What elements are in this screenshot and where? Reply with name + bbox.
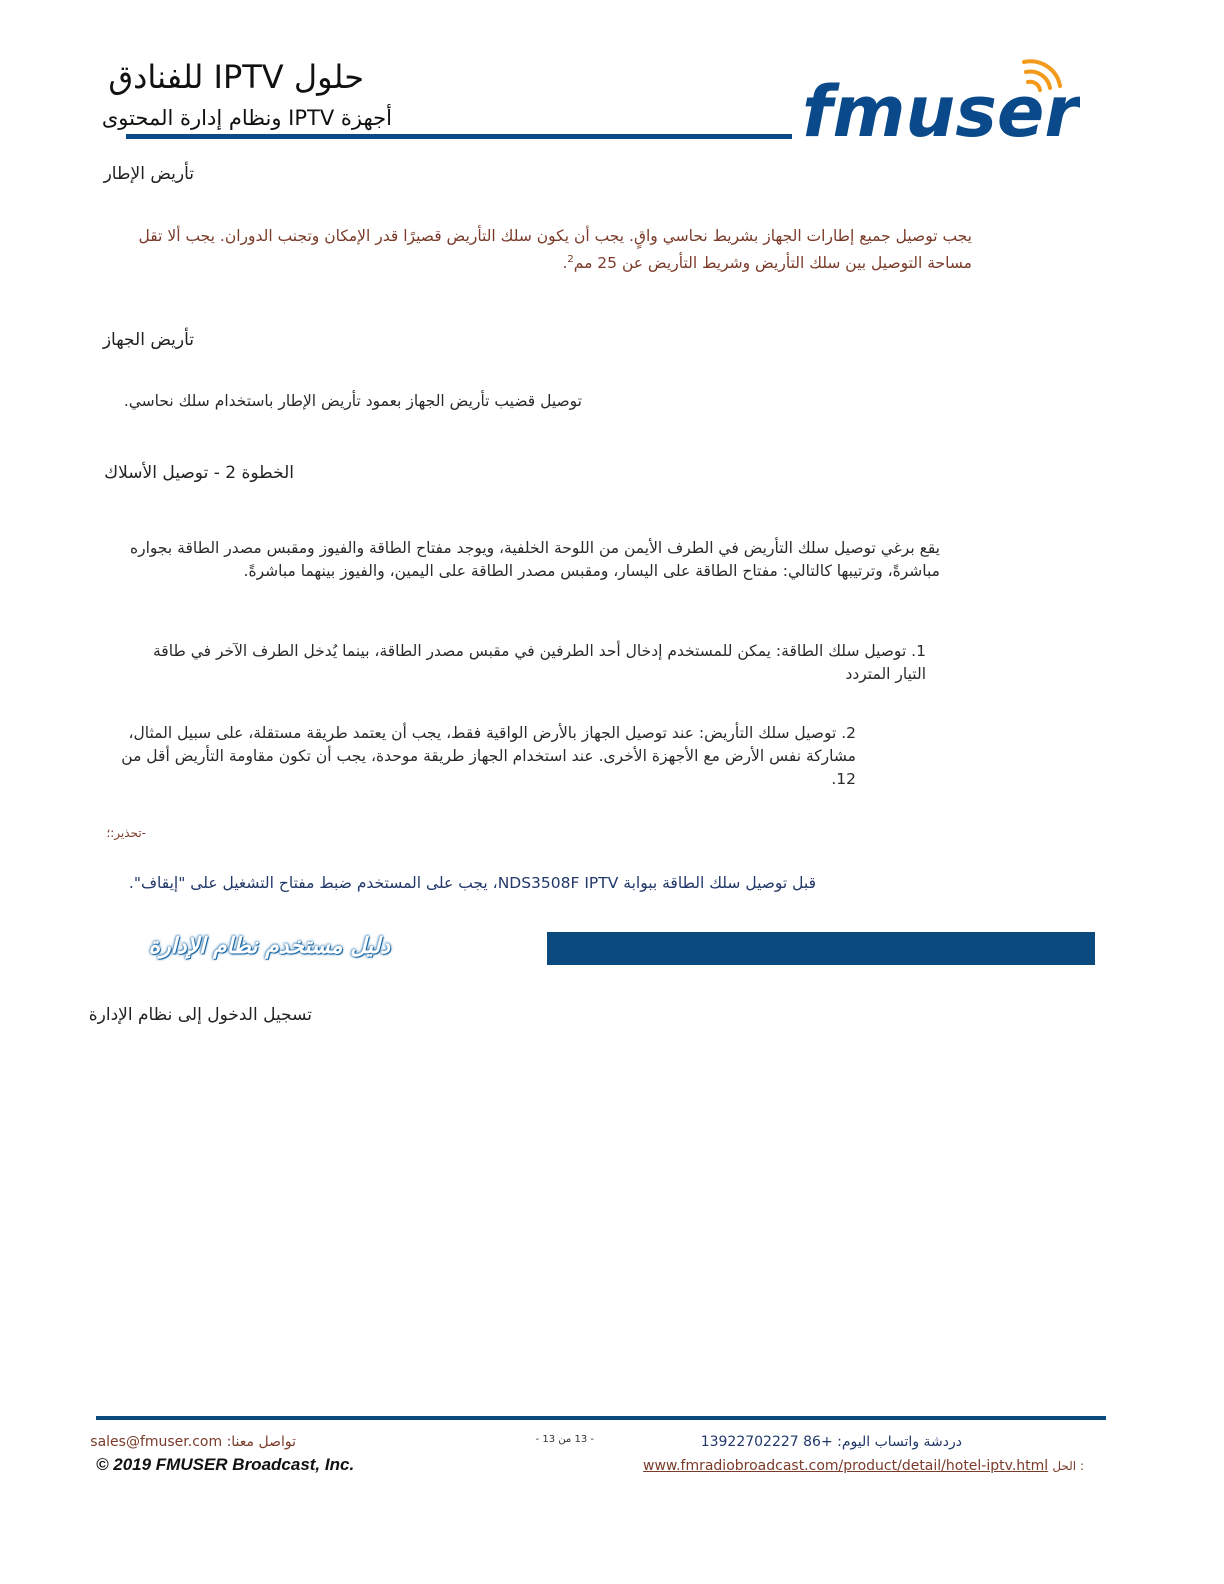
- superscript-two: 2: [567, 254, 574, 265]
- footer-divider: [96, 1416, 1106, 1420]
- paragraph-step2: يقع برغي توصيل سلك التأريض في الطرف الأيمن من اللوحة الخلفية، ويوجد مفتاح الطاقة والفيوز ومقبس مصدر الطاقة بجواره مباشرةً، وترتيبها كالتالي: مفتاح الطاقة على اليسار، ومقبس مصدر الطاقة على اليمين، والفيوز بينهما مباشرةً.: [130, 539, 940, 580]
- paragraph-frame-grounding: [92, 225, 972, 275]
- section-banner-bar: [547, 932, 1095, 965]
- footer-copyright: © 2019 FMUSER Broadcast, Inc.: [96, 1455, 355, 1474]
- footer-page-number: - 13 من 13 -: [535, 1434, 594, 1445]
- section-heading-step2: الخطوة 2 - توصيل الأسلاك: [104, 463, 294, 483]
- footer-solution: [643, 1458, 1084, 1474]
- footer-contact: تواصل معنا: sales@fmuser.com: [90, 1434, 296, 1450]
- frame-grounding-text: يجب توصيل جميع إطارات الجهاز بشريط نحاسي واقٍ. يجب أن يكون سلك التأريض قصيرًا قدر الإمكان وتجنب الدوران. يجب ألا تقل مساحة التوصيل بين سلك التأريض وشريط التأريض عن 25 مم: [138, 227, 972, 273]
- section-banner-title: دليل مستخدم نظام الإدارة: [148, 934, 390, 959]
- footer-solution-link[interactable]: www.fmradiobroadcast.com/product/detail/hotel-iptv.html: [643, 1458, 1049, 1474]
- footer-solution-label: الحل :: [1052, 1459, 1084, 1473]
- section-heading-login: تسجيل الدخول إلى نظام الإدارة: [88, 1005, 312, 1025]
- paragraph-device-grounding: توصيل قضيب تأريض الجهاز بعمود تأريض الإطار باستخدام سلك نحاسي.: [123, 392, 582, 410]
- page-subtitle: أجهزة IPTV ونظام إدارة المحتوى: [101, 106, 392, 130]
- fmuser-logo: [800, 58, 1080, 148]
- fmuser-logo-graphic: [800, 58, 1080, 148]
- section-heading-frame-grounding: تأريض الإطار: [103, 164, 194, 184]
- list-item-grounding-cable: 2. توصيل سلك التأريض: عند توصيل الجهاز بالأرض الواقية فقط، يجب أن يعتمد طريقة مستقلة، على سبيل المثال، مشاركة نفس الأرض مع الأجهزة الأخرى. عند استخدام الجهاز طريقة موحدة، يجب أن تكون مقاومة التأريض أقل من 12.: [121, 724, 856, 788]
- header-divider: [126, 134, 792, 139]
- section-heading-device-grounding: تأريض الجهاز: [102, 330, 194, 350]
- frame-grounding-period: .: [562, 254, 568, 273]
- footer-whatsapp: دردشة واتساب اليوم: +86 13922702227: [700, 1434, 962, 1450]
- page-title: حلول IPTV للفنادق: [108, 58, 364, 96]
- logo-wordmark: fmuser: [802, 71, 1079, 148]
- warning-label: -تحذير:؛: [106, 826, 146, 840]
- warning-text: قبل توصيل سلك الطاقة ببوابة NDS3508F IPTV، يجب على المستخدم ضبط مفتاح التشغيل على "إيقاف".: [128, 874, 816, 892]
- list-item-power-cable: 1. توصيل سلك الطاقة: يمكن للمستخدم إدخال أحد الطرفين في مقبس مصدر الطاقة، بينما يُدخل الطرف الآخر في طاقة التيار المتردد: [153, 642, 926, 683]
